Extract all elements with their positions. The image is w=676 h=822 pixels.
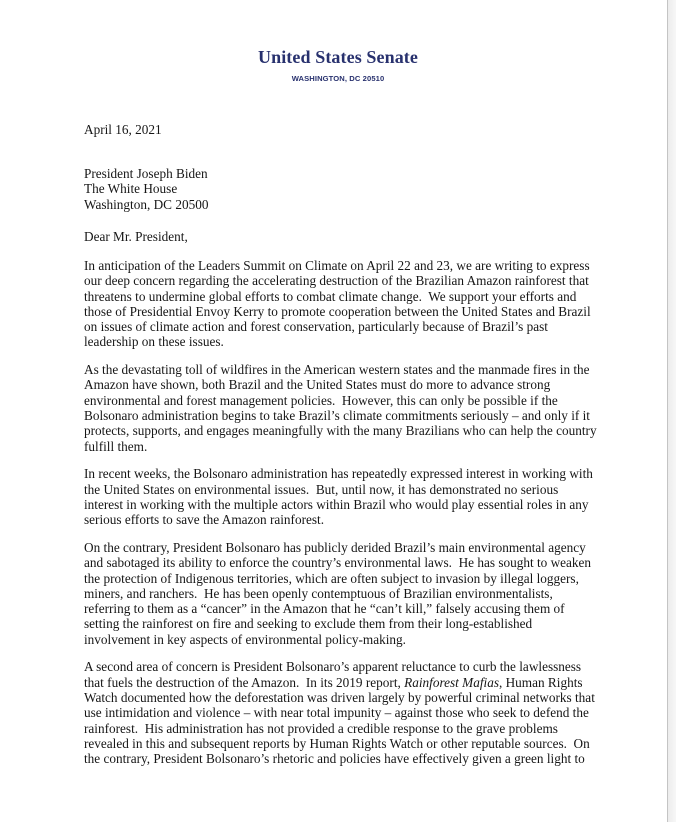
paragraph-line: protects, supports, and engages meaningfully with the many Brazilians who can help the country [84,423,597,439]
paragraph-line: A second area of concern is President Bolsonaro’s apparent reluctance to curb the lawlessness [84,659,582,675]
paragraph-line: interest in working with the multiple actors within Brazil who would play essential roles in any [84,496,589,512]
paragraph-1 [84,258,597,350]
paragraph-line: the protection of Indigenous territories, which are often subject to invasion by illegal loggers, [84,570,579,586]
paragraph-line: and sabotaged its ability to enforce the country’s environmental laws. He has sought to weaken [84,555,592,571]
paragraph-line: Bolsonaro administration begins to take Brazil’s climate commitments seriously – and only if it [84,408,590,424]
paragraph-line: revealed in this and subsequent reports by Human Rights Watch or other reputable sources. On [84,735,590,751]
paragraph-line: In anticipation of the Leaders Summit on Climate on April 22 and 23, we are writing to express [84,258,590,273]
paragraph-line: involvement in key aspects of environmental policy-making. [84,631,406,647]
paragraph-line: miners, and ranchers. He has been openly contemptuous of Brazilian environmentalists, [84,585,553,601]
letterhead-title: United States Senate [258,47,418,67]
paragraph-line: environmental and forest management policies. However, this can only be possible if the [84,392,558,408]
paragraph-line: serious efforts to save the Amazon rainforest. [84,512,325,528]
paragraph-line: those of Presidential Envoy Kerry to promote cooperation between the United States and Brazil [84,303,591,319]
paragraph-5 [84,659,597,766]
recipient-organization: The White House [84,181,178,197]
letter-date: April 16, 2021 [84,122,162,137]
paragraph-line: As the devastating toll of wildfires in the American western states and the manmade fires in the [84,362,590,378]
letter-body [84,258,597,779]
line-segment: , Human Rights [498,674,583,690]
paragraph-line: our deep concern regarding the accelerating destruction of the Brazilian Amazon rainforest that [84,273,589,289]
paragraph-4 [84,540,597,647]
paragraph-line: threatens to undermine global efforts to combat climate change. We support your efforts and [84,288,577,304]
paragraph-line: rainforest. His administration has not provided a credible response to the grave problems [84,720,558,736]
letterhead-address: WASHINGTON, DC 20510 [291,74,385,83]
page-edge-shadow [667,0,676,822]
salutation: Dear Mr. President, [84,229,188,244]
report-title: Rainforest Mafias [404,674,499,690]
recipient-address [84,166,208,212]
paragraph-line: referring to them as a “cancer” in the Amazon that he “can’t kill,” falsely accusing them of [84,601,565,617]
paragraph-2 [84,362,597,454]
paragraph-line: In recent weeks, the Bolsonaro administration has repeatedly expressed interest in working with [84,466,593,482]
recipient-city: Washington, DC 20500 [84,196,209,212]
line-segment: that fuels the destruction of the Amazon. In its 2019 report, [84,674,405,690]
paragraph-line: on issues of climate action and forest conservation, particularly because of Brazil’s past [84,319,548,335]
paragraph-line: Watch documented how the deforestation was driven largely by powerful criminal networks that [84,689,595,705]
paragraph-line: Amazon have shown, both Brazil and the United States must do more to advance strong [84,377,551,393]
paragraph-line [84,675,597,690]
paragraph-3 [84,466,597,527]
paragraph-line: leadership on these issues. [84,334,224,350]
paragraph-line: the United States on environmental issues. But, until now, it has demonstrated no serious [84,481,559,497]
paragraph-line: On the contrary, President Bolsonaro has publicly derided Brazil’s main environmental agency [84,539,586,555]
recipient-name: President Joseph Biden [84,166,208,181]
paragraph-line: fulfill them. [84,438,148,454]
paragraph-line: use intimidation and violence – with near total impunity – against those who seek to defend the [84,705,589,721]
paragraph-line: the contrary, President Bolsonaro’s rhetoric and policies have effectively given a green light to [84,751,585,767]
paragraph-line: setting the rainforest on fire and seeking to exclude them from their long-established [84,616,533,632]
